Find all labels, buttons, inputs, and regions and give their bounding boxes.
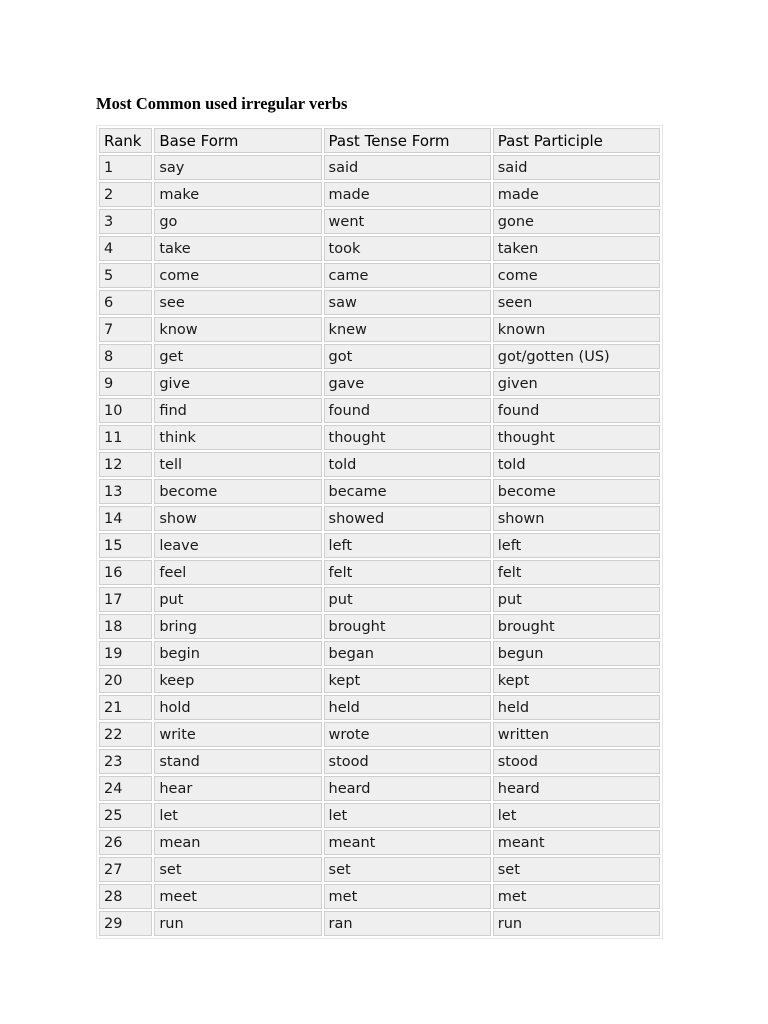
cell-past-participle: held	[493, 695, 660, 720]
cell-base-form: meet	[154, 884, 321, 909]
cell-base-form: say	[154, 155, 321, 180]
table-row	[99, 884, 660, 909]
cell-past-tense-form: found	[324, 398, 491, 423]
cell-past-tense-form: ran	[324, 911, 491, 936]
table-row	[99, 641, 660, 666]
cell-base-form: come	[154, 263, 321, 288]
cell-rank: 21	[99, 695, 152, 720]
cell-rank: 11	[99, 425, 152, 450]
table-row	[99, 830, 660, 855]
header-base-form: Base Form	[154, 128, 321, 153]
cell-base-form: become	[154, 479, 321, 504]
cell-rank: 16	[99, 560, 152, 585]
cell-past-participle: felt	[493, 560, 660, 585]
table-row	[99, 290, 660, 315]
cell-past-participle: stood	[493, 749, 660, 774]
table-row	[99, 668, 660, 693]
table-row	[99, 182, 660, 207]
cell-past-participle: told	[493, 452, 660, 477]
cell-past-participle: taken	[493, 236, 660, 261]
cell-past-tense-form: brought	[324, 614, 491, 639]
cell-past-tense-form: said	[324, 155, 491, 180]
table-row	[99, 452, 660, 477]
cell-past-tense-form: let	[324, 803, 491, 828]
table-row	[99, 857, 660, 882]
cell-base-form: set	[154, 857, 321, 882]
cell-past-participle: run	[493, 911, 660, 936]
cell-past-participle: gone	[493, 209, 660, 234]
cell-past-tense-form: became	[324, 479, 491, 504]
cell-past-participle: put	[493, 587, 660, 612]
cell-past-participle: heard	[493, 776, 660, 801]
cell-base-form: keep	[154, 668, 321, 693]
cell-past-participle: brought	[493, 614, 660, 639]
cell-base-form: get	[154, 344, 321, 369]
table-body	[99, 155, 660, 936]
cell-past-participle: known	[493, 317, 660, 342]
cell-past-tense-form: took	[324, 236, 491, 261]
cell-rank: 1	[99, 155, 152, 180]
table-row	[99, 749, 660, 774]
page-title: Most Common used irregular verbs	[96, 94, 348, 113]
cell-past-participle: said	[493, 155, 660, 180]
cell-past-participle: set	[493, 857, 660, 882]
cell-past-tense-form: knew	[324, 317, 491, 342]
table-row	[99, 614, 660, 639]
cell-past-tense-form: stood	[324, 749, 491, 774]
cell-past-participle: shown	[493, 506, 660, 531]
cell-rank: 20	[99, 668, 152, 693]
table-row	[99, 155, 660, 180]
cell-past-participle: begun	[493, 641, 660, 666]
cell-rank: 29	[99, 911, 152, 936]
cell-rank: 19	[99, 641, 152, 666]
cell-rank: 5	[99, 263, 152, 288]
cell-rank: 10	[99, 398, 152, 423]
cell-past-tense-form: began	[324, 641, 491, 666]
cell-base-form: think	[154, 425, 321, 450]
cell-past-tense-form: saw	[324, 290, 491, 315]
cell-base-form: show	[154, 506, 321, 531]
cell-base-form: put	[154, 587, 321, 612]
header-rank: Rank	[99, 128, 152, 153]
cell-past-participle: let	[493, 803, 660, 828]
cell-past-participle: found	[493, 398, 660, 423]
table-row	[99, 506, 660, 531]
cell-base-form: take	[154, 236, 321, 261]
cell-rank: 6	[99, 290, 152, 315]
cell-past-tense-form: thought	[324, 425, 491, 450]
cell-rank: 13	[99, 479, 152, 504]
header-past-participle: Past Participle	[493, 128, 660, 153]
table-row	[99, 587, 660, 612]
cell-rank: 15	[99, 533, 152, 558]
cell-past-participle: meant	[493, 830, 660, 855]
cell-past-tense-form: kept	[324, 668, 491, 693]
cell-base-form: run	[154, 911, 321, 936]
cell-past-tense-form: got	[324, 344, 491, 369]
table-row	[99, 398, 660, 423]
cell-past-tense-form: came	[324, 263, 491, 288]
cell-rank: 23	[99, 749, 152, 774]
cell-past-tense-form: showed	[324, 506, 491, 531]
cell-rank: 25	[99, 803, 152, 828]
table-row	[99, 263, 660, 288]
cell-base-form: feel	[154, 560, 321, 585]
cell-past-tense-form: heard	[324, 776, 491, 801]
cell-rank: 2	[99, 182, 152, 207]
cell-base-form: give	[154, 371, 321, 396]
table-row	[99, 911, 660, 936]
cell-past-participle: made	[493, 182, 660, 207]
table-row	[99, 533, 660, 558]
table-row	[99, 479, 660, 504]
cell-past-tense-form: met	[324, 884, 491, 909]
cell-past-participle: come	[493, 263, 660, 288]
cell-past-participle: left	[493, 533, 660, 558]
cell-past-tense-form: meant	[324, 830, 491, 855]
cell-past-tense-form: left	[324, 533, 491, 558]
cell-base-form: bring	[154, 614, 321, 639]
cell-base-form: hold	[154, 695, 321, 720]
cell-past-participle: met	[493, 884, 660, 909]
header-past-tense-form: Past Tense Form	[324, 128, 491, 153]
cell-rank: 22	[99, 722, 152, 747]
cell-past-participle: thought	[493, 425, 660, 450]
cell-base-form: stand	[154, 749, 321, 774]
cell-rank: 17	[99, 587, 152, 612]
cell-base-form: make	[154, 182, 321, 207]
table-row	[99, 722, 660, 747]
table-row	[99, 425, 660, 450]
cell-past-tense-form: set	[324, 857, 491, 882]
cell-past-participle: seen	[493, 290, 660, 315]
table-row	[99, 695, 660, 720]
cell-rank: 18	[99, 614, 152, 639]
cell-rank: 24	[99, 776, 152, 801]
cell-base-form: begin	[154, 641, 321, 666]
cell-base-form: leave	[154, 533, 321, 558]
header-row	[99, 128, 660, 153]
cell-base-form: tell	[154, 452, 321, 477]
cell-past-tense-form: made	[324, 182, 491, 207]
table-row	[99, 776, 660, 801]
cell-past-participle: given	[493, 371, 660, 396]
table-row	[99, 317, 660, 342]
cell-rank: 28	[99, 884, 152, 909]
cell-rank: 27	[99, 857, 152, 882]
cell-base-form: mean	[154, 830, 321, 855]
table-row	[99, 344, 660, 369]
cell-rank: 12	[99, 452, 152, 477]
cell-past-participle: got/gotten (US)	[493, 344, 660, 369]
cell-rank: 26	[99, 830, 152, 855]
cell-base-form: let	[154, 803, 321, 828]
cell-rank: 3	[99, 209, 152, 234]
table-row	[99, 560, 660, 585]
cell-past-participle: kept	[493, 668, 660, 693]
table-row	[99, 236, 660, 261]
cell-rank: 4	[99, 236, 152, 261]
cell-past-tense-form: wrote	[324, 722, 491, 747]
irregular-verbs-table	[96, 125, 663, 939]
table-row	[99, 209, 660, 234]
cell-base-form: write	[154, 722, 321, 747]
cell-base-form: know	[154, 317, 321, 342]
table-header	[99, 128, 660, 153]
cell-base-form: see	[154, 290, 321, 315]
cell-past-tense-form: went	[324, 209, 491, 234]
cell-base-form: go	[154, 209, 321, 234]
cell-past-tense-form: gave	[324, 371, 491, 396]
cell-rank: 14	[99, 506, 152, 531]
cell-base-form: find	[154, 398, 321, 423]
table-row	[99, 371, 660, 396]
cell-past-tense-form: put	[324, 587, 491, 612]
cell-past-participle: become	[493, 479, 660, 504]
cell-past-participle: written	[493, 722, 660, 747]
cell-past-tense-form: felt	[324, 560, 491, 585]
cell-rank: 7	[99, 317, 152, 342]
cell-rank: 9	[99, 371, 152, 396]
cell-past-tense-form: held	[324, 695, 491, 720]
cell-base-form: hear	[154, 776, 321, 801]
table-row	[99, 803, 660, 828]
cell-rank: 8	[99, 344, 152, 369]
cell-past-tense-form: told	[324, 452, 491, 477]
